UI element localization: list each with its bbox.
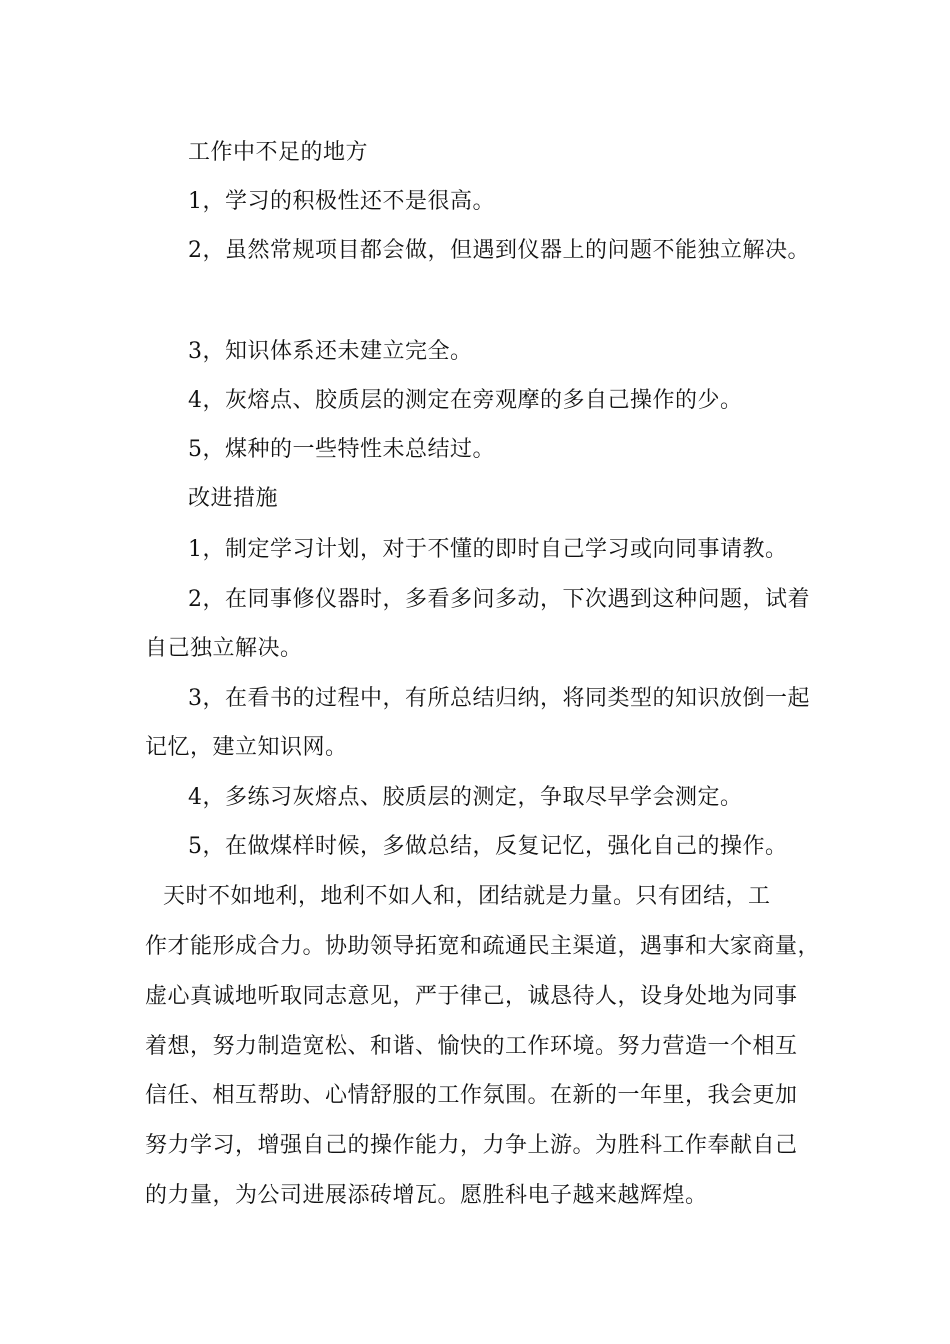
closing-line-7: 的力量，为公司进展添砖增瓦。愿胜科电子越来越辉煌。 — [145, 1183, 708, 1208]
improvement-item-4: 4，多练习灰熔点、胶质层的测定，争取尽早学会测定。 — [188, 785, 743, 810]
closing-line-6: 努力学习，增强自己的操作能力，力争上游。为胜科工作奉献自己 — [145, 1133, 798, 1158]
closing-line-5: 信任、相互帮助、心情舒服的工作氛围。在新的一年里，我会更加 — [145, 1083, 798, 1108]
shortcoming-item-3: 3，知识体系还未建立完全。 — [188, 339, 473, 364]
closing-line-1: 天时不如地利，地利不如人和，团结就是力量。只有团结，工 — [163, 884, 771, 909]
shortcoming-item-1: 1，学习的积极性还不是很高。 — [188, 189, 495, 214]
improvements-heading: 改进措施 — [188, 486, 279, 511]
closing-line-2: 作才能形成合力。协助领导拓宽和疏通民主渠道，遇事和大家商量， — [145, 934, 821, 959]
shortcoming-item-2: 2，虽然常规项目都会做，但遇到仪器上的问题不能独立解决。 — [188, 238, 810, 263]
shortcoming-item-5: 5，煤种的一些特性未总结过。 — [188, 437, 495, 462]
improvement-item-5: 5，在做煤样时候，多做总结，反复记忆，强化自己的操作。 — [188, 834, 788, 859]
improvement-item-1: 1，制定学习计划，对于不懂的即时自己学习或向同事请教。 — [188, 537, 788, 562]
improvement-item-2: 2，在同事修仪器时，多看多问多动，下次遇到这种问题，试着 — [188, 587, 810, 612]
improvement-item-3-cont: 记忆，建立知识网。 — [145, 735, 348, 760]
shortcoming-item-4: 4，灰熔点、胶质层的测定在旁观摩的多自己操作的少。 — [188, 388, 743, 413]
closing-line-4: 着想，努力制造宽松、和谐、愉快的工作环境。努力营造一个相互 — [145, 1034, 798, 1059]
improvement-item-3: 3，在看书的过程中，有所总结归纳，将同类型的知识放倒一起 — [188, 686, 810, 711]
shortcomings-heading: 工作中不足的地方 — [188, 140, 369, 165]
closing-line-3: 虚心真诚地听取同志意见，严于律己，诚恳待人，设身处地为同事 — [145, 984, 798, 1009]
improvement-item-2-cont: 自己独立解决。 — [145, 636, 303, 661]
